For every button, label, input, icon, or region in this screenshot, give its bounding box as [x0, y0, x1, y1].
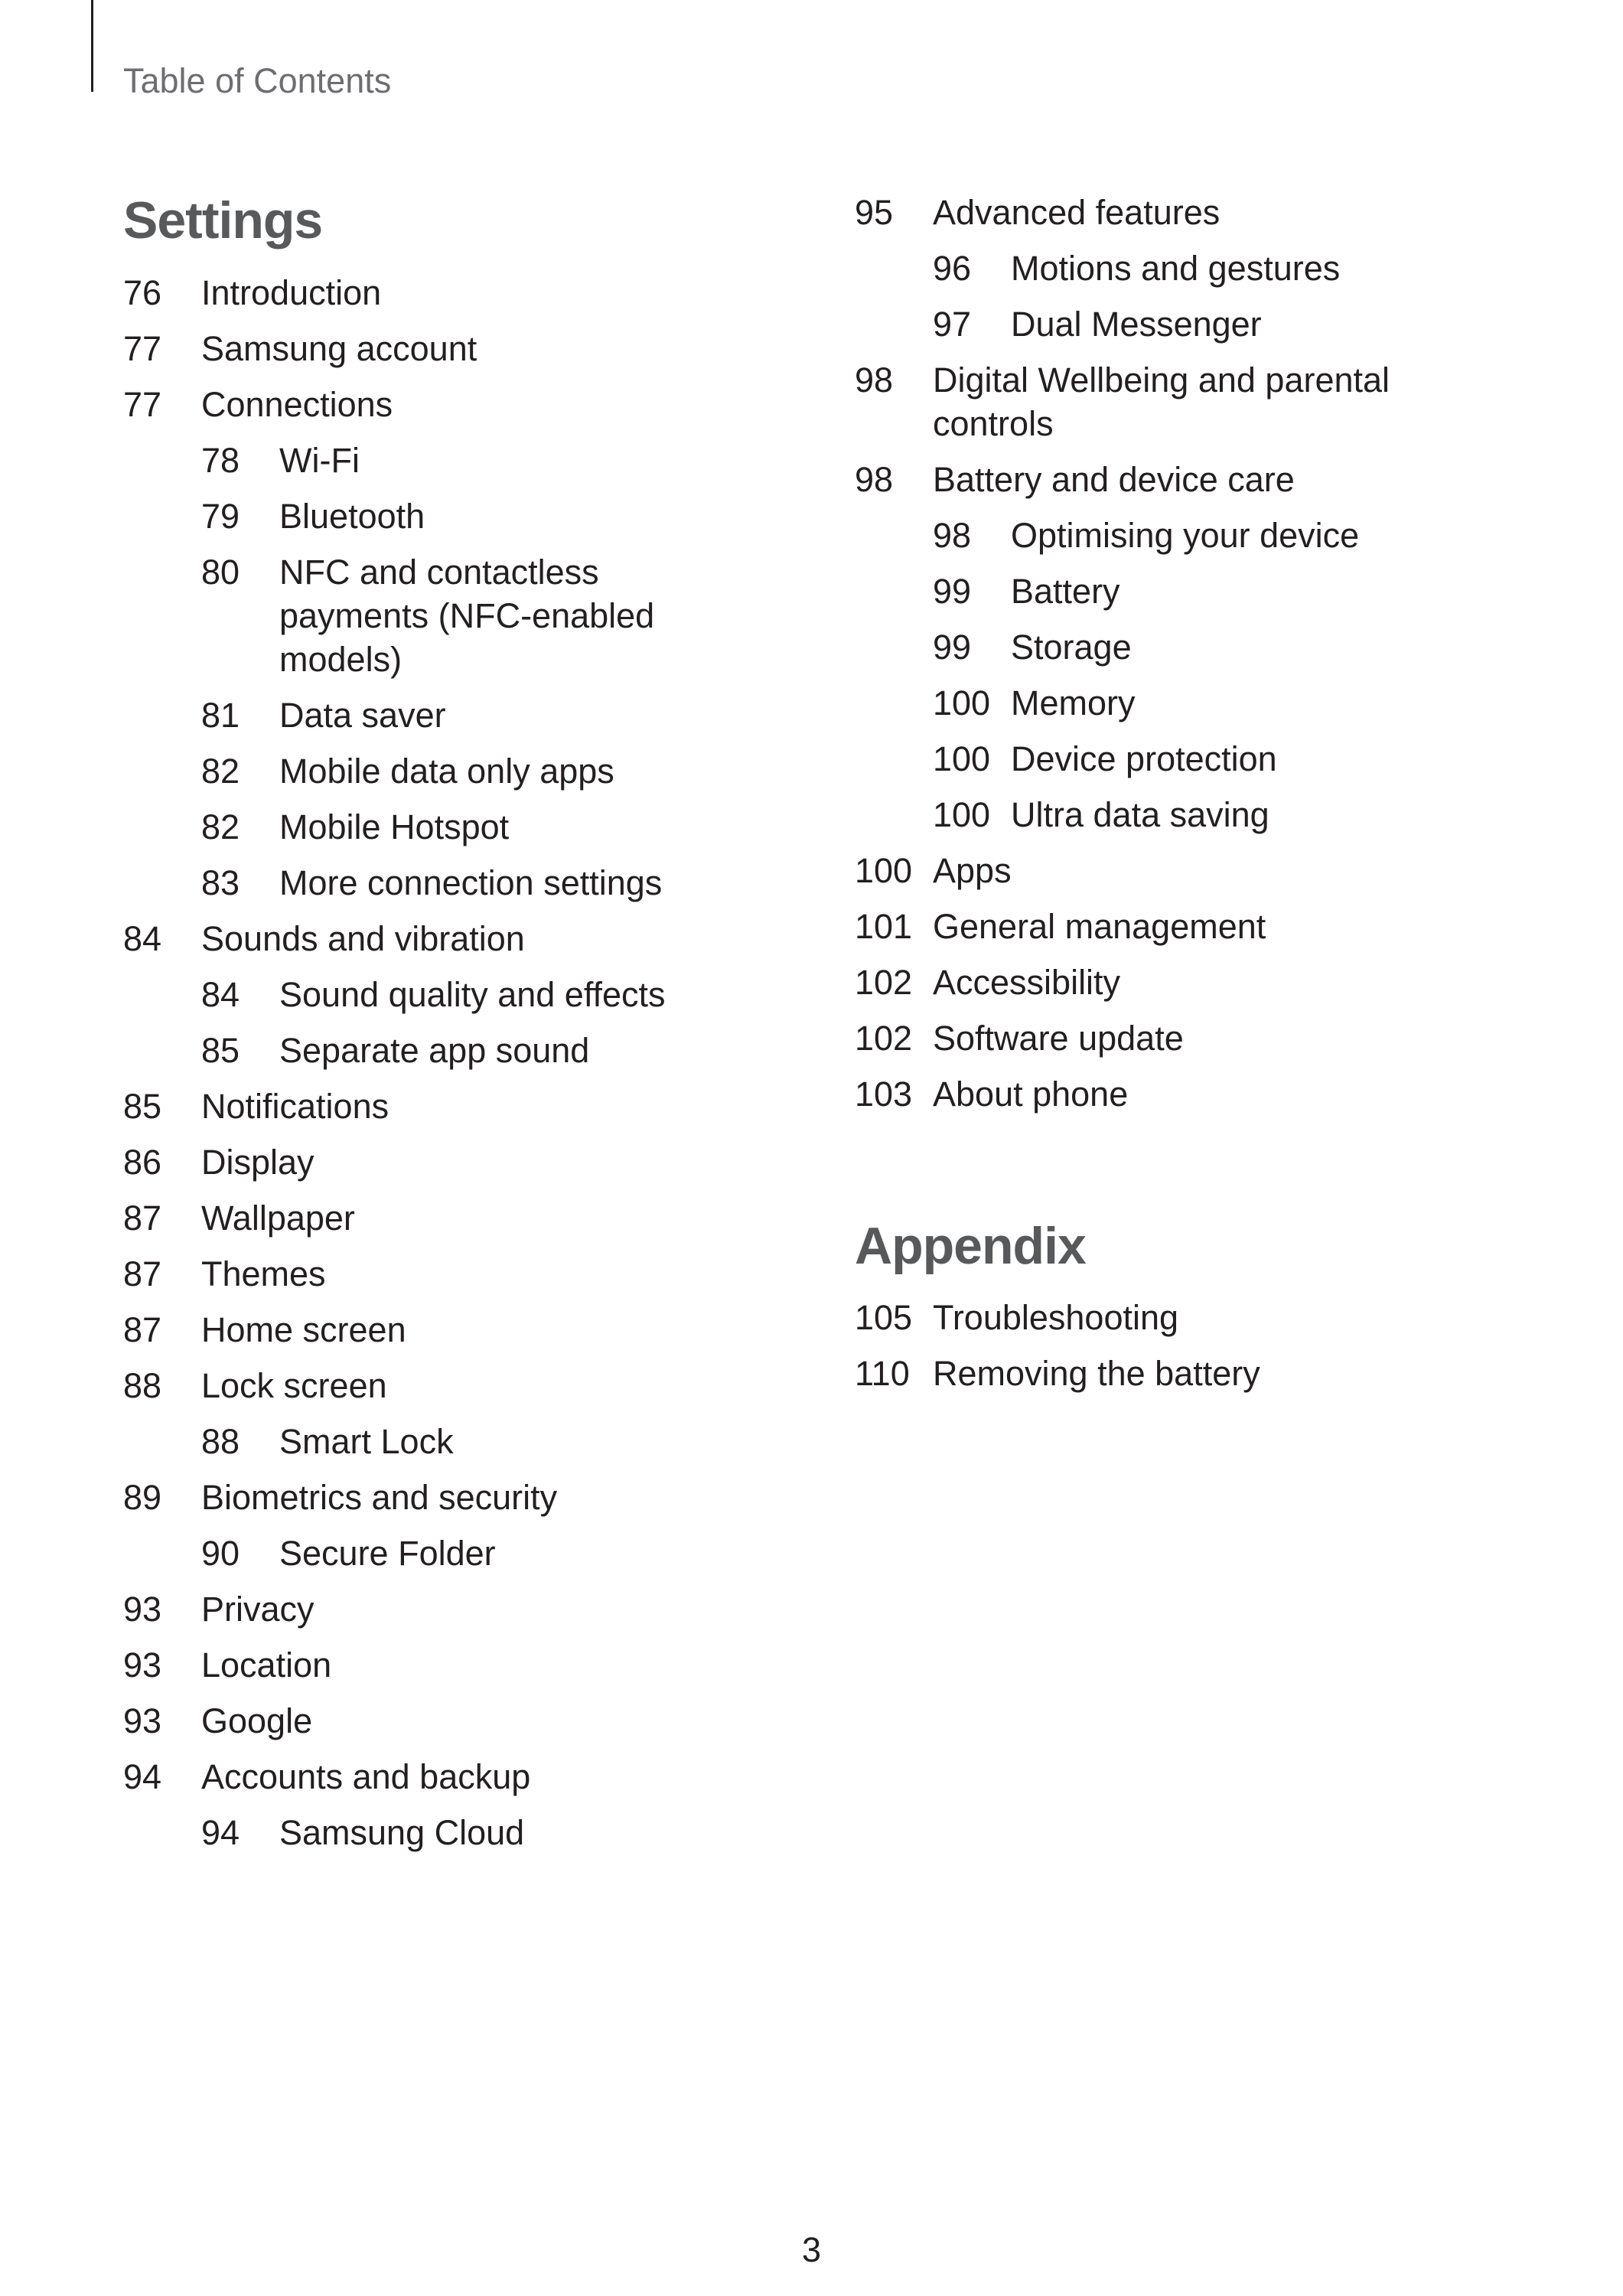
- toc-entry[interactable]: [123, 1643, 812, 1687]
- toc-page-number: 76: [123, 273, 162, 312]
- toc-entry-title: Digital Wellbeing and parental controls: [933, 360, 1390, 443]
- toc-subentry[interactable]: [855, 302, 1543, 346]
- toc-entry[interactable]: [123, 1252, 812, 1296]
- toc-entry-title: Accessibility: [933, 963, 1121, 1002]
- toc-entry-title: Location: [201, 1645, 332, 1684]
- section-heading-settings: Settings: [123, 191, 323, 249]
- toc-page-number: 88: [123, 1366, 162, 1405]
- toc-entry-title: Display: [201, 1143, 314, 1182]
- toc-entry[interactable]: [123, 1308, 812, 1352]
- toc-subentry[interactable]: [855, 681, 1543, 725]
- toc-page-number: 87: [123, 1310, 162, 1349]
- toc-page-number: 98: [855, 360, 894, 400]
- toc-subentry[interactable]: [855, 246, 1543, 290]
- toc-page-number: 85: [201, 1031, 240, 1070]
- toc-subentry[interactable]: [123, 1029, 812, 1072]
- toc-entry[interactable]: [855, 849, 1543, 892]
- toc-list-appendix: [855, 1296, 1543, 1407]
- toc-page-number: 90: [201, 1534, 240, 1573]
- toc-subentry[interactable]: [855, 793, 1543, 837]
- toc-page-number: 98: [933, 516, 972, 555]
- toc-entry-title: Notifications: [201, 1087, 389, 1126]
- toc-page-number: 95: [855, 193, 894, 232]
- toc-entry-title: Motions and gestures: [1011, 249, 1341, 288]
- toc-page-number: 94: [123, 1757, 162, 1796]
- toc-page-number: 82: [201, 807, 240, 846]
- toc-entry-title: Ultra data saving: [1011, 795, 1269, 834]
- toc-entry[interactable]: [855, 1296, 1543, 1339]
- toc-list-settings-continued: [855, 191, 1543, 1128]
- toc-entry-title: Samsung account: [201, 329, 477, 368]
- toc-entry[interactable]: [855, 960, 1543, 1004]
- toc-entry-title: Google: [201, 1701, 313, 1740]
- toc-subentry[interactable]: [855, 625, 1543, 669]
- toc-entry-title: More connection settings: [279, 863, 663, 902]
- page-number: 3: [801, 2230, 822, 2269]
- toc-page-number: 81: [201, 696, 240, 735]
- toc-page-number: 102: [855, 963, 913, 1002]
- toc-entry[interactable]: [123, 1196, 812, 1240]
- toc-entry-title: General management: [933, 907, 1266, 946]
- toc-page-number: 83: [201, 863, 240, 902]
- toc-entry-title: Dual Messenger: [1011, 305, 1262, 344]
- toc-page-number: 93: [123, 1645, 162, 1684]
- toc-entry-title: Wi-Fi: [279, 441, 360, 480]
- toc-page-number: 100: [855, 851, 913, 890]
- toc-entry-title: Accounts and backup: [201, 1757, 531, 1796]
- toc-entry[interactable]: [855, 458, 1543, 501]
- toc-subentry[interactable]: [123, 1531, 812, 1575]
- toc-entry-title: Memory: [1011, 683, 1136, 722]
- toc-page-number: 77: [123, 385, 162, 424]
- toc-page-number: 94: [201, 1813, 240, 1852]
- toc-entry-title: NFC and contactless payments (NFC-enabled models): [279, 553, 655, 679]
- toc-entry[interactable]: [855, 1352, 1543, 1395]
- toc-page-number: 86: [123, 1143, 162, 1182]
- toc-entry[interactable]: [123, 1587, 812, 1631]
- toc-subentry[interactable]: [123, 439, 812, 482]
- toc-page-number: 93: [123, 1701, 162, 1740]
- toc-entry[interactable]: [123, 271, 812, 315]
- toc-entry[interactable]: [123, 1755, 812, 1799]
- toc-entry-title: Removing the battery: [933, 1354, 1260, 1393]
- toc-page-number: 97: [933, 305, 972, 344]
- toc-entry[interactable]: [855, 1016, 1543, 1060]
- header-rule: [91, 0, 93, 92]
- toc-entry[interactable]: [123, 383, 812, 426]
- toc-subentry[interactable]: [123, 749, 812, 793]
- toc-page-number: 100: [933, 683, 991, 722]
- toc-entry[interactable]: [855, 905, 1543, 948]
- toc-page-number: 110: [855, 1354, 910, 1393]
- toc-page-number: 105: [855, 1298, 913, 1337]
- toc-entry[interactable]: [855, 1072, 1543, 1116]
- toc-entry-title: Connections: [201, 385, 393, 424]
- toc-entry-title: Bluetooth: [279, 497, 425, 536]
- toc-entry-title: Separate app sound: [279, 1031, 590, 1070]
- toc-page-number: 87: [123, 1199, 162, 1238]
- toc-page-number: 93: [123, 1590, 162, 1629]
- toc-entry-title: Optimising your device: [1011, 516, 1360, 555]
- toc-entry-title: Sound quality and effects: [279, 975, 666, 1014]
- toc-subentry[interactable]: [855, 514, 1543, 557]
- toc-entry-title: Mobile Hotspot: [279, 807, 510, 846]
- toc-page-number: 84: [201, 975, 240, 1014]
- section-heading-appendix: Appendix: [855, 1217, 1086, 1275]
- toc-subentry[interactable]: [123, 693, 812, 737]
- toc-entry-title: Battery and device care: [933, 460, 1295, 499]
- toc-entry[interactable]: [123, 1140, 812, 1184]
- toc-entry[interactable]: [123, 1364, 812, 1407]
- toc-subentry[interactable]: [855, 737, 1543, 781]
- toc-page-number: 82: [201, 752, 240, 791]
- toc-entry[interactable]: [855, 358, 1543, 445]
- toc-entry-title: Introduction: [201, 273, 382, 312]
- toc-entry[interactable]: [123, 327, 812, 370]
- toc-page-number: 100: [933, 795, 991, 834]
- toc-entry-title: Lock screen: [201, 1366, 387, 1405]
- toc-subentry[interactable]: [123, 973, 812, 1016]
- toc-entry-title: Secure Folder: [279, 1534, 496, 1573]
- toc-entry[interactable]: [123, 1699, 812, 1743]
- toc-page-number: 79: [201, 497, 240, 536]
- toc-subentry[interactable]: [123, 805, 812, 849]
- toc-subentry[interactable]: [123, 550, 812, 681]
- toc-entry-title: Wallpaper: [201, 1199, 355, 1238]
- toc-entry-title: Biometrics and security: [201, 1478, 558, 1517]
- toc-page-number: 103: [855, 1075, 913, 1114]
- toc-page-number: 85: [123, 1087, 162, 1126]
- toc-page-number: 78: [201, 441, 240, 480]
- toc-entry-title: Storage: [1011, 628, 1132, 667]
- toc-entry-title: Troubleshooting: [933, 1298, 1179, 1337]
- toc-entry-title: Themes: [201, 1254, 326, 1293]
- toc-entry-title: Apps: [933, 851, 1012, 890]
- toc-entry-title: Samsung Cloud: [279, 1813, 525, 1852]
- toc-page-number: 99: [933, 572, 972, 611]
- toc-entry-title: Privacy: [201, 1590, 314, 1629]
- toc-page-number: 88: [201, 1422, 240, 1461]
- toc-subentry[interactable]: [123, 1811, 812, 1854]
- toc-page-number: 102: [855, 1019, 913, 1058]
- toc-entry-title: Sounds and vibration: [201, 919, 525, 958]
- toc-page-number: 80: [201, 553, 240, 592]
- toc-subentry[interactable]: [855, 569, 1543, 613]
- toc-entry-title: Battery: [1011, 572, 1120, 611]
- toc-entry[interactable]: [123, 1084, 812, 1128]
- toc-page-number: 77: [123, 329, 162, 368]
- running-header: Table of Contents: [123, 61, 392, 100]
- toc-entry[interactable]: [855, 191, 1543, 234]
- toc-entry-title: Device protection: [1011, 739, 1277, 778]
- toc-page-number: 87: [123, 1254, 162, 1293]
- toc-page-number: 101: [855, 907, 913, 946]
- toc-entry-title: About phone: [933, 1075, 1129, 1114]
- toc-page-number: 96: [933, 249, 972, 288]
- toc-entry-title: Home screen: [201, 1310, 406, 1349]
- toc-page-number: 84: [123, 919, 162, 958]
- toc-list-settings: [123, 271, 812, 1867]
- toc-page-number: 100: [933, 739, 991, 778]
- toc-entry-title: Advanced features: [933, 193, 1221, 232]
- toc-page-number: 89: [123, 1478, 162, 1517]
- toc-entry-title: Software update: [933, 1019, 1184, 1058]
- toc-page-number: 99: [933, 628, 972, 667]
- toc-entry-title: Mobile data only apps: [279, 752, 614, 791]
- toc-subentry[interactable]: [123, 1420, 812, 1463]
- toc-page-number: 98: [855, 460, 894, 499]
- toc-subentry[interactable]: [123, 494, 812, 538]
- toc-subentry[interactable]: [123, 861, 812, 905]
- toc-entry-title: Smart Lock: [279, 1422, 454, 1461]
- toc-entry-title: Data saver: [279, 696, 446, 735]
- toc-entry[interactable]: [123, 1476, 812, 1519]
- toc-entry[interactable]: [123, 917, 812, 960]
